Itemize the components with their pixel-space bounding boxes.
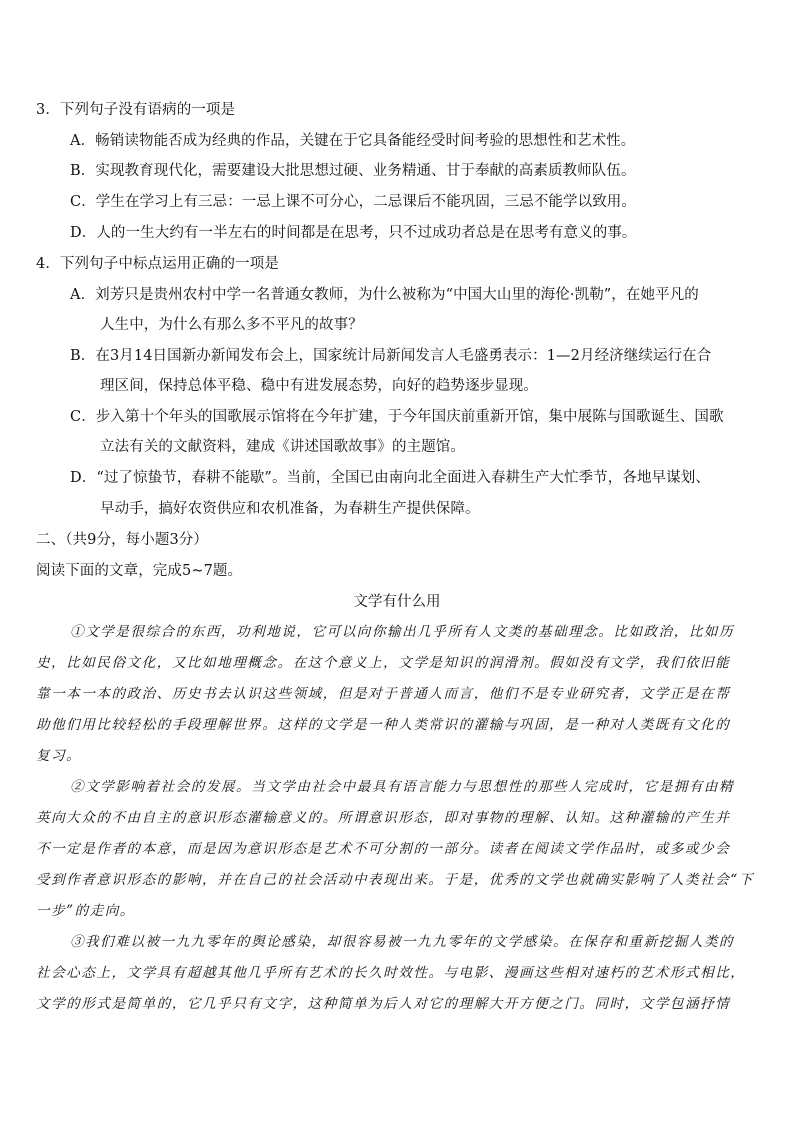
article-paragraph-2-line-4: 受到作者意识形态的影响，并在自己的社会活动中表现出来。于是，优秀的文学也就确实影响了人类社会“下	[36, 872, 754, 888]
article-paragraph-2-line-5: 一步”的走向。	[36, 903, 136, 919]
section-2-heading: 二、（共9分，每小题3分）	[36, 532, 208, 548]
question-4-option-d-line1: D．“过了惊蛰节，春耕不能歇”。当前，全国已由南向北全面进入春耕生产大忙季节，各地早谋划、	[70, 470, 710, 486]
article-paragraph-2-line-3: 不一定是作者的本意，而是因为意识形态是艺术不可分割的一部分。读者在阅读文学作品时，或多或少会	[36, 841, 731, 857]
question-4-option-a-line2: 人生中，为什么有那么多不平凡的故事？	[100, 317, 363, 333]
article-paragraph-3-line-1: ③我们难以被一九九零年的舆论感染，却很容易被一九九零年的文学感染。在保存和重新挖掘人类的	[70, 934, 735, 950]
article-paragraph-1-line-5: 复习。	[36, 748, 82, 764]
question-4-option-b-line2: 理区间，保持总体平稳、稳中有进发展态势，向好的趋势逐步显现。	[100, 378, 538, 394]
article-paragraph-2-line-1: ②文学影响着社会的发展。当文学由社会中最具有语言能力与思想性的那些人完成时，它是拥有由精	[70, 779, 735, 795]
article-paragraph-1-line-2: 史，比如民俗文化，又比如地理概念。在这个意义上，文学是知识的润滑剂。假如没有文学，我们依旧能	[36, 655, 731, 671]
question-3-option-a: A．畅销读物能否成为经典的作品，关键在于它具备能经受时间考验的思想性和艺术性。	[70, 133, 636, 149]
article-paragraph-1-line-1: ①文学是很综合的东西，功利地说，它可以向你输出几乎所有人文类的基础理念。比如政治，比如历	[70, 624, 735, 640]
question-4-option-c-line2: 立法有关的文献资料，建成《讲述国歌故事》的主题馆。	[100, 439, 465, 455]
article-paragraph-3-line-2: 社会心态上，文学具有超越其他几乎所有艺术的长久时效性。与电影、漫画这些相对速朽的艺术形式相比，	[36, 965, 746, 981]
question-3-option-b: B．实现教育现代化，需要建设大批思想过硬、业务精通、甘于奉献的高素质教师队伍。	[70, 163, 636, 179]
article-title: 文学有什么用	[353, 594, 441, 610]
question-4-option-b-line1: B．在3月14日国新办新闻发布会上，国家统计局新闻发言人毛盛勇表示：1—2月经济继续运行在合	[70, 348, 712, 364]
article-paragraph-2-line-2: 英向大众的不由自主的意识形态灌输意义的。所谓意识形态，即对事物的理解、认知。这种灌输的产生并	[36, 810, 731, 826]
question-3-option-c: C．学生在学习上有三忌：一忌上课不可分心，二忌课后不能巩固，三忌不能学以致用。	[70, 194, 636, 210]
question-4-stem: 4．下列句子中标点运用正确的一项是	[36, 256, 279, 272]
article-paragraph-1-line-3: 靠一本一本的政治、历史书去认识这些领域，但是对于普通人而言，他们不是专业研究者，文学正是在帮	[36, 686, 731, 702]
article-paragraph-3-line-3: 文学的形式是简单的，它几乎只有文字，这种简单为后人对它的理解大开方便之门。同时，文学包涵抒情	[36, 996, 731, 1012]
question-4-option-d-line2: 早动手，搞好农资供应和农机准备，为春耕生产提供保障。	[100, 501, 480, 517]
question-3-option-d: D．人的一生大约有一半左右的时间都是在思考，只不过成功者总是在思考有意义的事。	[70, 225, 637, 241]
question-4-option-a-line1: A．刘芳只是贵州农村中学一名普通女教师，为什么被称为“中国大山里的海伦·凯勒”，在她平凡的	[70, 287, 699, 303]
section-2-instruction: 阅读下面的文章，完成5~7题。	[36, 563, 243, 579]
question-4-option-c-line1: C．步入第十个年头的国歌展示馆将在今年扩建，于今年国庆前重新开馆，集中展陈与国歌诞生、国歌	[70, 409, 724, 425]
question-3-stem: 3．下列句子没有语病的一项是	[36, 102, 236, 118]
article-paragraph-1-line-4: 助他们用比较轻松的手段理解世界。这样的文学是一种人类常识的灌输与巩固，是一种对人类既有文化的	[36, 717, 731, 733]
